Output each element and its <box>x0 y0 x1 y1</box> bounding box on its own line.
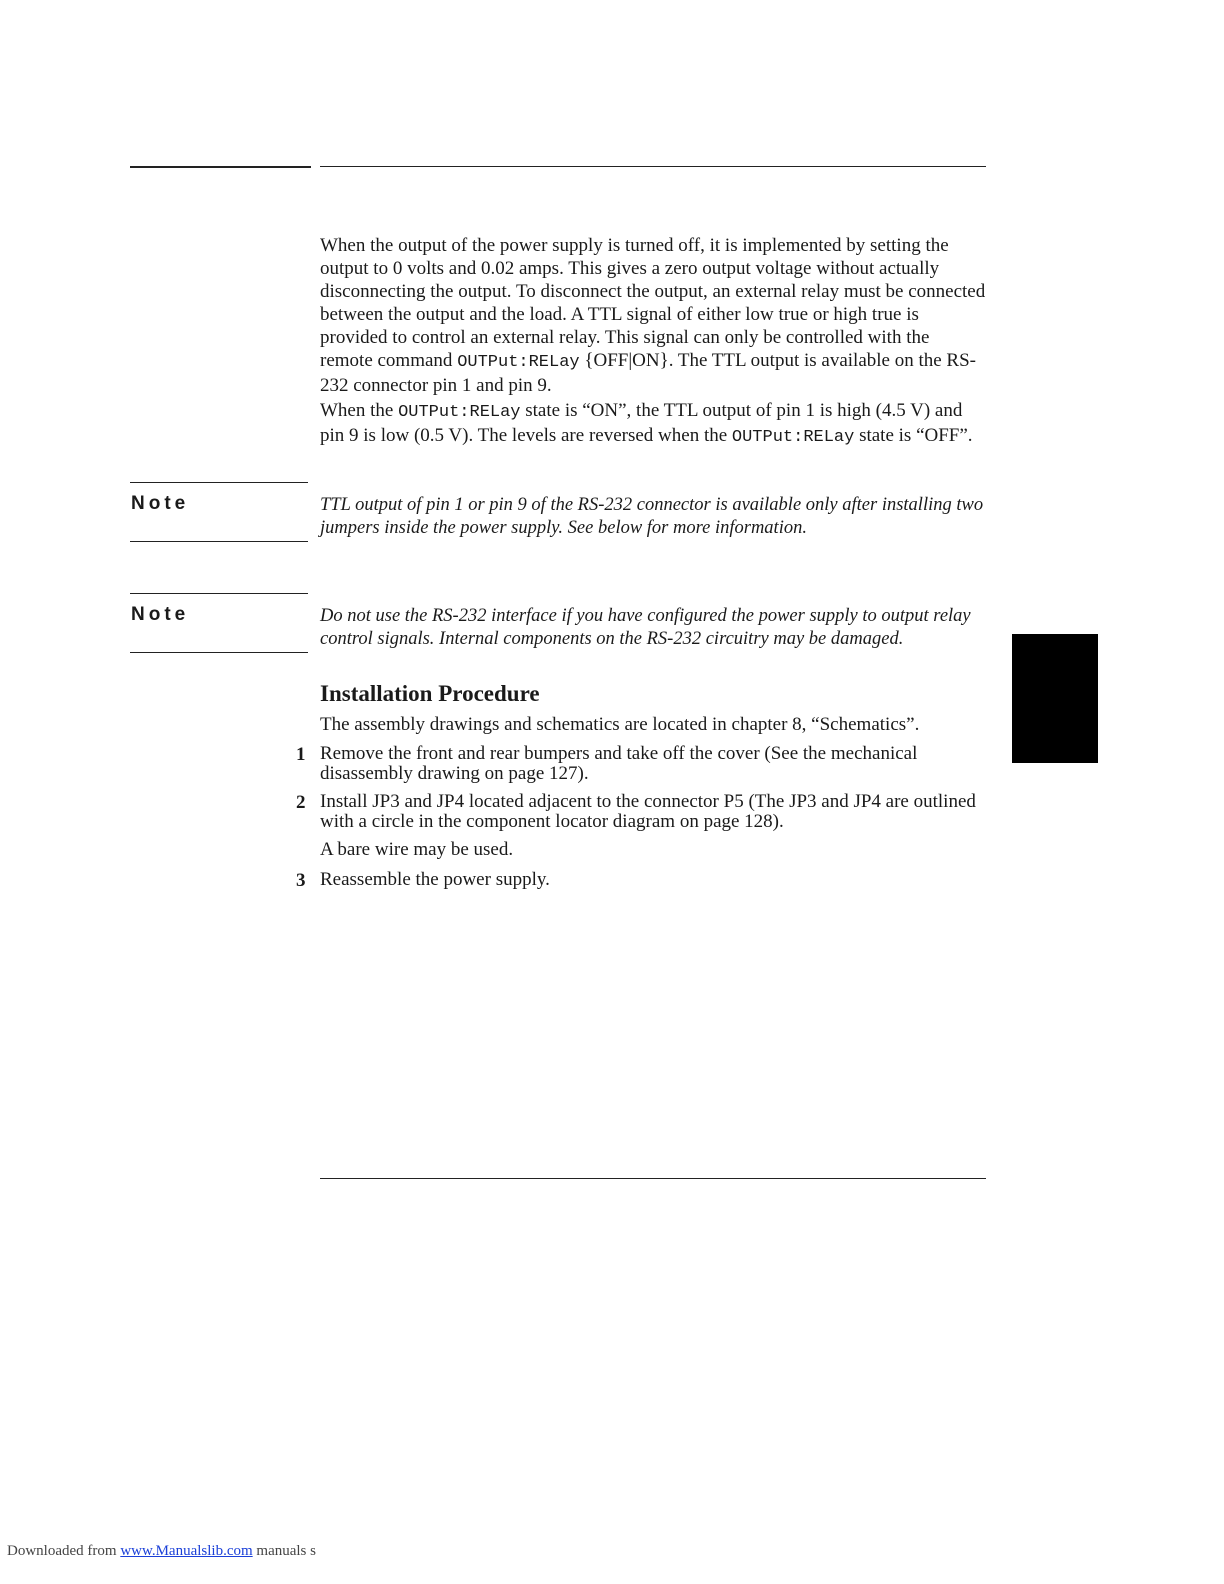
relay-command-code: OUTPut:RELay <box>457 353 580 372</box>
header-rule-right <box>320 166 986 167</box>
step-2-subtext: A bare wire may be used. <box>320 839 514 860</box>
header-rule-left <box>130 166 311 168</box>
intro-p1-text-end: {OFF|ON}. The TTL output is available on the RS-232 connector pin 1 and pin 9. <box>320 350 976 396</box>
chapter-tab-marker <box>1012 634 1098 763</box>
footer-prefix: Downloaded from <box>7 1543 121 1559</box>
step-1-text: Remove the front and rear bumpers and take off the cover (See the mechanical disassembly drawing on page 127). <box>320 743 918 784</box>
note-1-rule-top <box>130 482 308 483</box>
note-1-label: Note <box>131 493 190 514</box>
installation-intro: The assembly drawings and schematics are located in chapter 8, “Schematics”. <box>320 714 920 735</box>
note-2-rule-bottom <box>130 652 308 653</box>
step-2-number: 2 <box>296 792 306 813</box>
note-1-text: TTL output of pin 1 or pin 9 of the RS-232 connector is available only after installing two jumpers inside the power supply. See below for more information. <box>320 495 984 538</box>
intro-paragraph-1 <box>320 234 986 397</box>
step-3-number: 3 <box>296 870 306 891</box>
footer-suffix: manuals s <box>252 1543 316 1559</box>
intro-p2-text-end: state is “OFF”. <box>854 425 973 446</box>
step-1-number: 1 <box>296 744 306 765</box>
footer-rule <box>320 1178 986 1179</box>
installation-heading: Installation Procedure <box>320 681 540 706</box>
note-2-rule-top <box>130 593 308 594</box>
note-2-text: Do not use the RS-232 interface if you have configured the power supply to output relay control signals. Internal components on the RS-232 circuitry may be damaged. <box>320 606 971 649</box>
intro-p1-text: When the output of the power supply is turned off, it is implemented by setting the output to 0 volts and 0.02 amps. This gives a zero output voltage without actually disconnecting the output. To disconnect the output, an external relay must be connected between the output and the load. A TTL signal of either low true or high true is provided to control an external relay. This signal can only be controlled with the remote command <box>320 235 986 371</box>
note-2-label: Note <box>131 604 190 625</box>
manualslib-link[interactable]: www.Manualslib.com <box>120 1543 253 1559</box>
intro-paragraph-2 <box>320 399 986 449</box>
relay-command-code: OUTPut:RELay <box>731 428 855 447</box>
download-footer <box>7 1543 316 1560</box>
step-3-text: Reassemble the power supply. <box>320 869 550 890</box>
relay-command-code: OUTPut:RELay <box>398 403 521 422</box>
note-1-rule-bottom <box>130 541 308 542</box>
step-2-text: Install JP3 and JP4 located adjacent to the connector P5 (The JP3 and JP4 are outlined with a circle in the component locator diagram on page 128). <box>320 791 976 832</box>
intro-p2-text: When the <box>320 400 399 421</box>
intro-p2-text-mid: state is “ON”, the TTL output of pin 1 is high (4.5 V) and pin 9 is low (0.5 V). The levels are reversed when the <box>320 400 963 446</box>
